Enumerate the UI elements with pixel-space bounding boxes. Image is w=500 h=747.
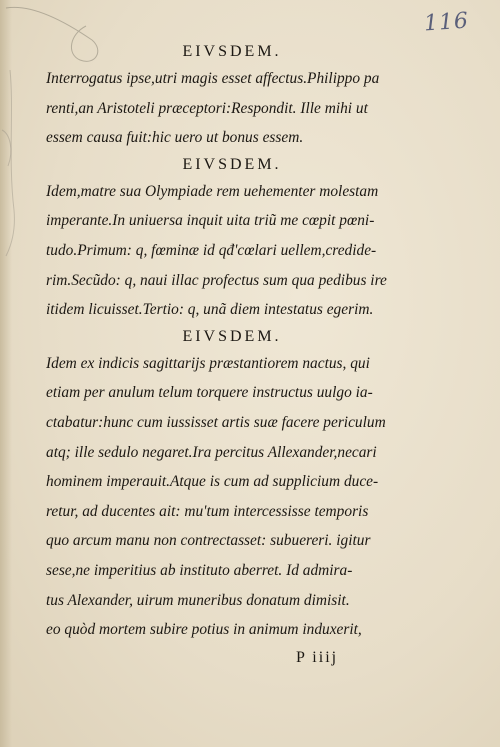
- folio-number: 116: [423, 8, 470, 37]
- text-line: rim.Secũdo: q, naui illac profectus sum qua pedibus ire: [46, 271, 387, 289]
- section-heading: EIVSDEM.: [182, 155, 282, 173]
- text-line: Interrogatus ipse,utri magis esset affectus.Philippo pa: [46, 70, 380, 87]
- text-line: quo arcum manu non contrectasset: subuereri. igitur: [46, 532, 371, 550]
- text-line: essem causa fuit:hic uero ut bonus essem.: [46, 129, 304, 147]
- section-heading: EIVSDEM.: [182, 327, 282, 345]
- text-line: Idem,matre sua Olympiade rem uehementer molestam: [46, 182, 379, 200]
- text-line: tudo.Primum: q, fœminæ id qđ'cœlari uellem,credide-: [46, 241, 377, 259]
- text-line: imperante.In uniuersa inquit uita triũ me cœpit pœni-: [46, 212, 375, 230]
- signature-mark: P iiij: [296, 648, 339, 666]
- text-block: [46, 40, 418, 671]
- text-line: etiam per anulum telum torquere instructus uulgo ia-: [46, 384, 373, 402]
- text-line: retur, ad ducentes ait: mu'tum intercessisse temporis: [46, 502, 369, 520]
- section-heading: EIVSDEM.: [182, 43, 282, 60]
- text-line: eo quòd mortem subire potius in animum induxerit,: [46, 621, 362, 639]
- text-line: renti,an Aristoteli præceptori:Respondit. Ille mihi ut: [46, 99, 368, 117]
- text-line: atq; ille sedulo negaret.Ira percitus Allexander,necari: [46, 443, 377, 461]
- text-line: sese,ne imperitius ab instituto aberret. Id admira-: [46, 561, 353, 579]
- text-line: Idem ex indicis sagittarijs præstantiorem nactus, qui: [46, 354, 370, 372]
- text-line: tus Alexander, uirum muneribus donatum dimisit.: [46, 591, 350, 609]
- text-line: ctabatur:hunc cum iussisset artis suæ facere periculum: [46, 413, 386, 431]
- text-line: hominem imperauit.Atque is cum ad supplicium duce-: [46, 473, 379, 491]
- text-line: itidem licuisset.Tertio: q, unã diem intestatus egerim.: [46, 301, 374, 319]
